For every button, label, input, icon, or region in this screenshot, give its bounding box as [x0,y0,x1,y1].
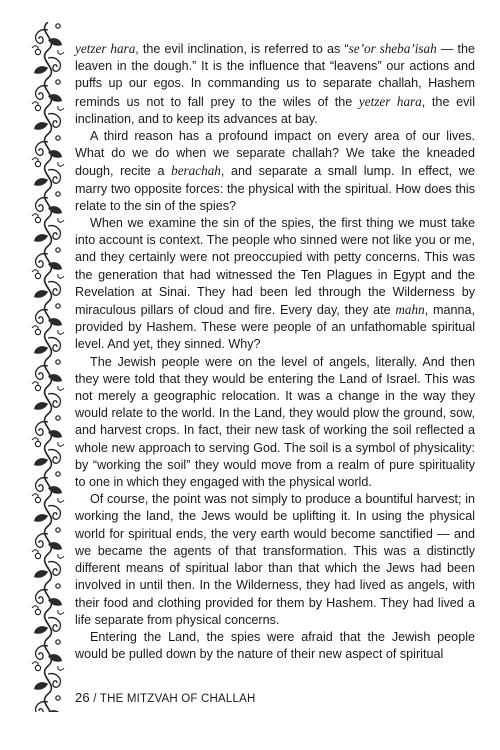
italic-term: mahn [395,302,425,318]
text-run: — the leaven in the dough.” It is the influence that “leavens” our actions and puffs up our egos. In commanding us to separate challah, Hashem reminds us not to fall prey to the wiles of the [75,42,476,109]
text-run: Entering the Land, the spies were afraid that the Jewish people would be pulled down by the nature of their new aspect of spiritual [75,629,475,662]
vine-motif [32,526,64,582]
text-run: The Jewish people were on the level of angels, literally. And then they were told that they would be entering the Land of Israel. This was not merely a geographic relocation. It was a change in the way they would relate to the world. In the Land, they would plow the ground, sow, and harvest crops. In fact, their new task of working the soil reflected a whole new approach to serving God. The soil is a symbol of physicality: by “working the soil” they would move from a realm of pure spirituality to one in which they engaged with the physical world. [75,354,475,490]
text-run: , the evil inclination, is referred to as “ [135,42,349,56]
italic-term: berachah [171,163,221,179]
paragraph-4 [75,354,475,492]
vine-motif [32,582,64,638]
footer-separator: / [89,693,100,705]
vine-motif [32,694,64,712]
vine-motif [32,22,64,78]
text-run: , manna, provided by Hashem. These were people of an unfathomable spiritual level. And yet, they sinned. Why? [75,303,475,352]
vine-motif [32,246,64,302]
text-run: A third reason has a profound impact on every area of our lives. What do we do when we separate challah? We take the kneaded dough, recite a [75,129,475,179]
italic-term: yetzer hara [75,41,136,56]
italic-term: yetzer hara [358,93,422,109]
body-text [75,40,475,663]
text-run: , and separate a small lump. In effect, we marry two opposite forces: the physical with the spiritual. How does this relate to the sin of the spies? [75,164,475,213]
page-number: 26 [75,690,90,705]
vine-motif [32,638,64,694]
vine-motif [32,302,64,358]
paragraph-2 [75,128,475,215]
vine-motif [32,190,64,246]
vine-motif [32,470,64,526]
vine-motif [32,414,64,470]
page-footer [75,690,255,705]
text-run: , the evil inclination, and to keep its advances at bay. [75,94,475,126]
paragraph-6 [75,629,475,663]
paragraph-5 [75,491,475,629]
floral-border-ornament [30,22,66,712]
paragraph-1 [75,40,475,128]
running-head: THE MITZVAH OF CHALLAH [99,693,256,705]
vine-motif [32,78,64,134]
italic-term: se’or sheba’isah [348,41,437,56]
vine-motif [32,358,64,414]
text-run: When we examine the sin of the spies, the first thing we must take into account is context. The people who sinned were not like you or me, and they certainly were not preoccupied with petty concerns. This was the generation that had witnessed the Ten Plagues in Egypt and the Revelation at Sinai. They had been led through the Wilderness by miraculous pillars of cloud and fire. Every day, they ate [75,216,475,318]
vine-motif [32,134,64,190]
text-run: Of course, the point was not simply to produce a bountiful harvest; in working the land, the Jews would be uplifting it. In using the physical world for spiritual ends, the very earth would become sanctified — and we became the agents of that transformation. This was a distinctly different means of spiritual labor than that which the Jews had been involved in until then. In the Wilderness, they had lived as angels, with their food and clothing provided for them by Hashem. They had lived a life separate from physical concerns. [75,492,475,627]
paragraph-3 [75,215,475,354]
